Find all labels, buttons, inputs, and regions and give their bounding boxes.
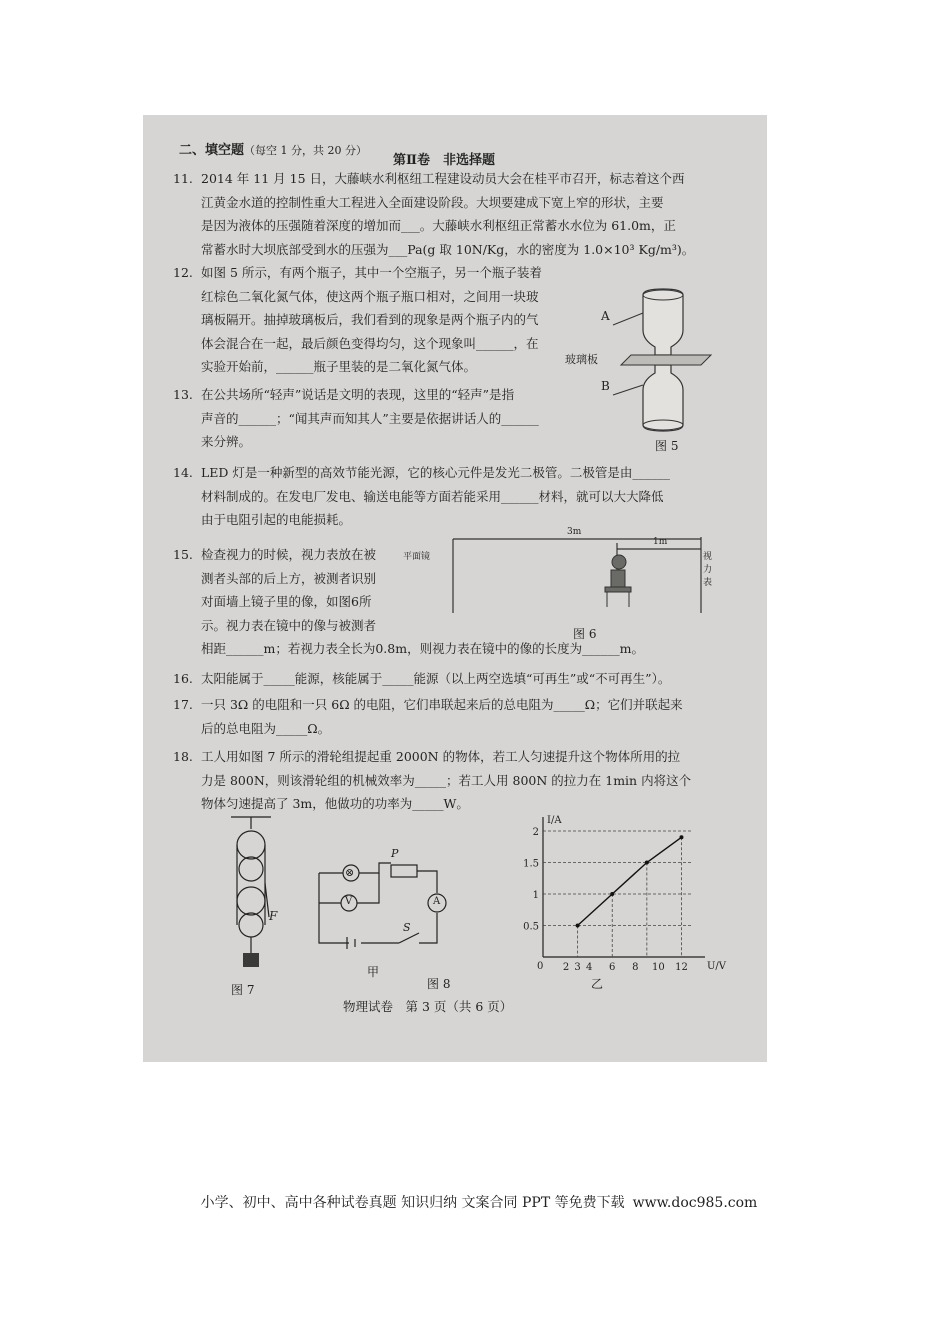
fig5-label-glass: 玻璃板 [565,353,598,366]
question-text: 在公共场所“轻声”说话是文明的表现，这里的“轻声”是指 [201,387,515,402]
question-11 [173,167,748,261]
x-tick-label: 4 [585,962,593,973]
question-text: 是因为液体的压强随着深度的增加而___。大藤峡水利枢纽正常蓄水水位为 61.0m，正 [201,218,676,233]
figure-8-graph [513,807,727,991]
question-text: 来分辨。 [201,434,252,449]
fig5-caption: 图 5 [655,439,679,453]
fig5-label-b: B [601,379,610,393]
fig6-chart-label: 视力表 [703,552,713,588]
data-point [576,924,580,928]
question-text: 声音的______；“闻其声而知其人”主要是依据讲话人的______ [201,410,539,426]
question-line [173,614,748,638]
question-text: 实验开始前，______瓶子里装的是二氧化氮气体。 [201,359,477,374]
exam-photo [143,115,767,1062]
data-point [679,835,683,839]
fig6-caption: 图 6 [573,627,597,641]
fig8-sub-b: 乙 [591,977,604,991]
footer-url: www.doc985.com [632,1195,758,1211]
fig8-s-label: S [403,921,411,934]
question-line [173,769,748,793]
question-17 [173,693,748,740]
question-text: 璃板隔开。抽掉玻璃板后，我们看到的现象是两个瓶子内的气 [201,312,539,327]
x-tick-label: 12 [675,962,688,973]
question-line [173,461,748,485]
question-number: 11. [173,171,193,186]
question-line [173,238,748,262]
question-line [173,308,593,332]
question-text: 后的总电阻为_____Ω。 [201,720,331,736]
question-text: 常蓄水时大坝底部受到水的压强为___Pa(g 取 10N/Kg，水的密度为 1.0×10³ Kg/m³)。 [201,241,695,257]
question-text: 体会混合在一起，最后颜色变得均匀，这个现象叫______，在 [201,335,539,351]
question-18 [173,745,748,816]
y-tick-label: 1.5 [523,858,539,870]
figure-5 [565,285,743,453]
question-text: 太阳能属于_____能源，核能属于_____能源（以上两空选填“可再生”或“不可再生”）。 [201,671,671,686]
question-12 [173,261,593,379]
question-line [173,485,748,509]
question-line [173,214,748,238]
question-line [173,667,748,691]
question-line [173,745,748,769]
question-text: 材料制成的。在发电厂发电、输送电能等方面若能采用______材料，就可以大大降低 [201,488,664,504]
question-number: 14. [173,465,193,480]
question-14 [173,461,748,532]
fig8-caption: 图 8 [427,977,451,991]
question-line [173,332,593,356]
x-axis-label: U/V [707,961,727,972]
fig8-lamp-icon: ⊗ [345,866,355,879]
y-axis-label: I/A [547,815,562,826]
fig8-voltmeter-label: V [345,896,353,907]
question-number: 18. [173,749,193,764]
figure-6 [403,527,717,641]
series-line [578,837,682,925]
question-line [173,355,593,379]
y-tick-label: 2 [532,827,539,838]
x-tick-label: 10 [652,962,665,973]
x-tick-label: 8 [632,962,639,973]
question-text: 物体匀速提高了 3m，他做功的功率为_____W。 [201,796,469,811]
question-line [173,637,748,661]
question-text: 一只 3Ω 的电阻和一只 6Ω 的电阻，它们串联起来后的总电阻为_____Ω；它们并联起来 [201,697,683,712]
question-number: 15. [173,547,193,562]
question-text: 由于电阻引起的电能损耗。 [201,512,352,527]
x-tick-label: 6 [609,962,616,973]
question-text: 红棕色二氧化氮气体，使这两个瓶子瓶口相对，之间用一块玻 [201,288,539,304]
figure-8-circuit [319,847,449,979]
question-line [173,285,593,309]
fig5-label-a: A [601,309,610,323]
page-footer [0,1192,950,1212]
fig7-force-label: F [269,909,278,923]
fig8-p-label: P [391,847,399,860]
question-line [173,191,748,215]
fig6-dist-1m: 1m [653,537,668,547]
question-line [173,430,593,454]
volume-title: 第Ⅱ卷 非选择题 [393,153,495,168]
question-text: 检查视力的时候，视力表放在被 [201,547,377,562]
question-line [173,407,593,431]
data-point [645,861,649,865]
data-point [610,892,614,896]
fig6-mirror-label: 平面镜 [403,552,431,562]
question-number: 17. [173,697,193,712]
origin-label: 0 [537,961,544,972]
question-text: 测者头部的后上方，被测者识别 [201,570,377,586]
question-line [173,383,593,407]
fig8-ammeter-label: A [433,896,441,907]
question-number: 13. [173,387,193,402]
question-number: 12. [173,265,193,280]
fig7-caption: 图 7 [231,983,255,997]
section-heading: 二、填空题（每空 1 分，共 20 分） [179,143,367,158]
question-text: 如图 5 所示，有两个瓶子，其中一个空瓶子，另一个瓶子装着 [201,265,542,280]
y-tick-label: 0.5 [523,921,539,933]
question-text: 对面墙上镜子里的像，如图6所 [201,594,372,609]
question-text: 2014 年 11 月 15 日，大藤峡水利枢纽工程建设动员大会在桂平市召开，标志着这个西 [201,171,685,186]
question-line [173,717,748,741]
question-line [173,261,593,285]
question-16 [173,667,748,691]
question-13 [173,383,593,454]
question-text: 力是 800N，则该滑轮组的机械效率为_____；若工人用 800N 的拉力在 1min 内将这个 [201,772,692,788]
question-number: 16. [173,671,193,686]
fig8-sub-a: 甲 [367,965,380,979]
question-text: 江黄金水道的控制性重大工程进入全面建设阶段。大坝要建成下宽上窄的形状，主要 [201,194,664,210]
photo-page-footer: 物理试卷 第 3 页（共 6 页） [343,999,513,1014]
question-text: 示。视力表在镜中的像与被测者 [201,617,377,633]
question-text: LED 灯是一种新型的高效节能光源，它的核心元件是发光二极管。二极管是由______ [201,465,670,480]
question-line [173,693,748,717]
question-text: 工人用如图 7 所示的滑轮组提起重 2000N 的物体，若工人匀速提升这个物体所用的拉 [201,749,681,764]
question-line [173,167,748,191]
y-tick-label: 1 [532,890,539,901]
figure-7 [223,813,283,997]
x-tick-label: 2 [562,962,570,973]
fig6-dist-3m: 3m [567,527,582,537]
footer-text: 小学、初中、高中各种试卷真题 知识归纳 文案合同 PPT 等免费下载 [200,1195,625,1211]
x-tick-label: 3 [574,962,581,973]
question-text: 相距______m；若视力表全长为0.8m，则视力表在镜中的像的长度为______m。 [201,641,644,656]
